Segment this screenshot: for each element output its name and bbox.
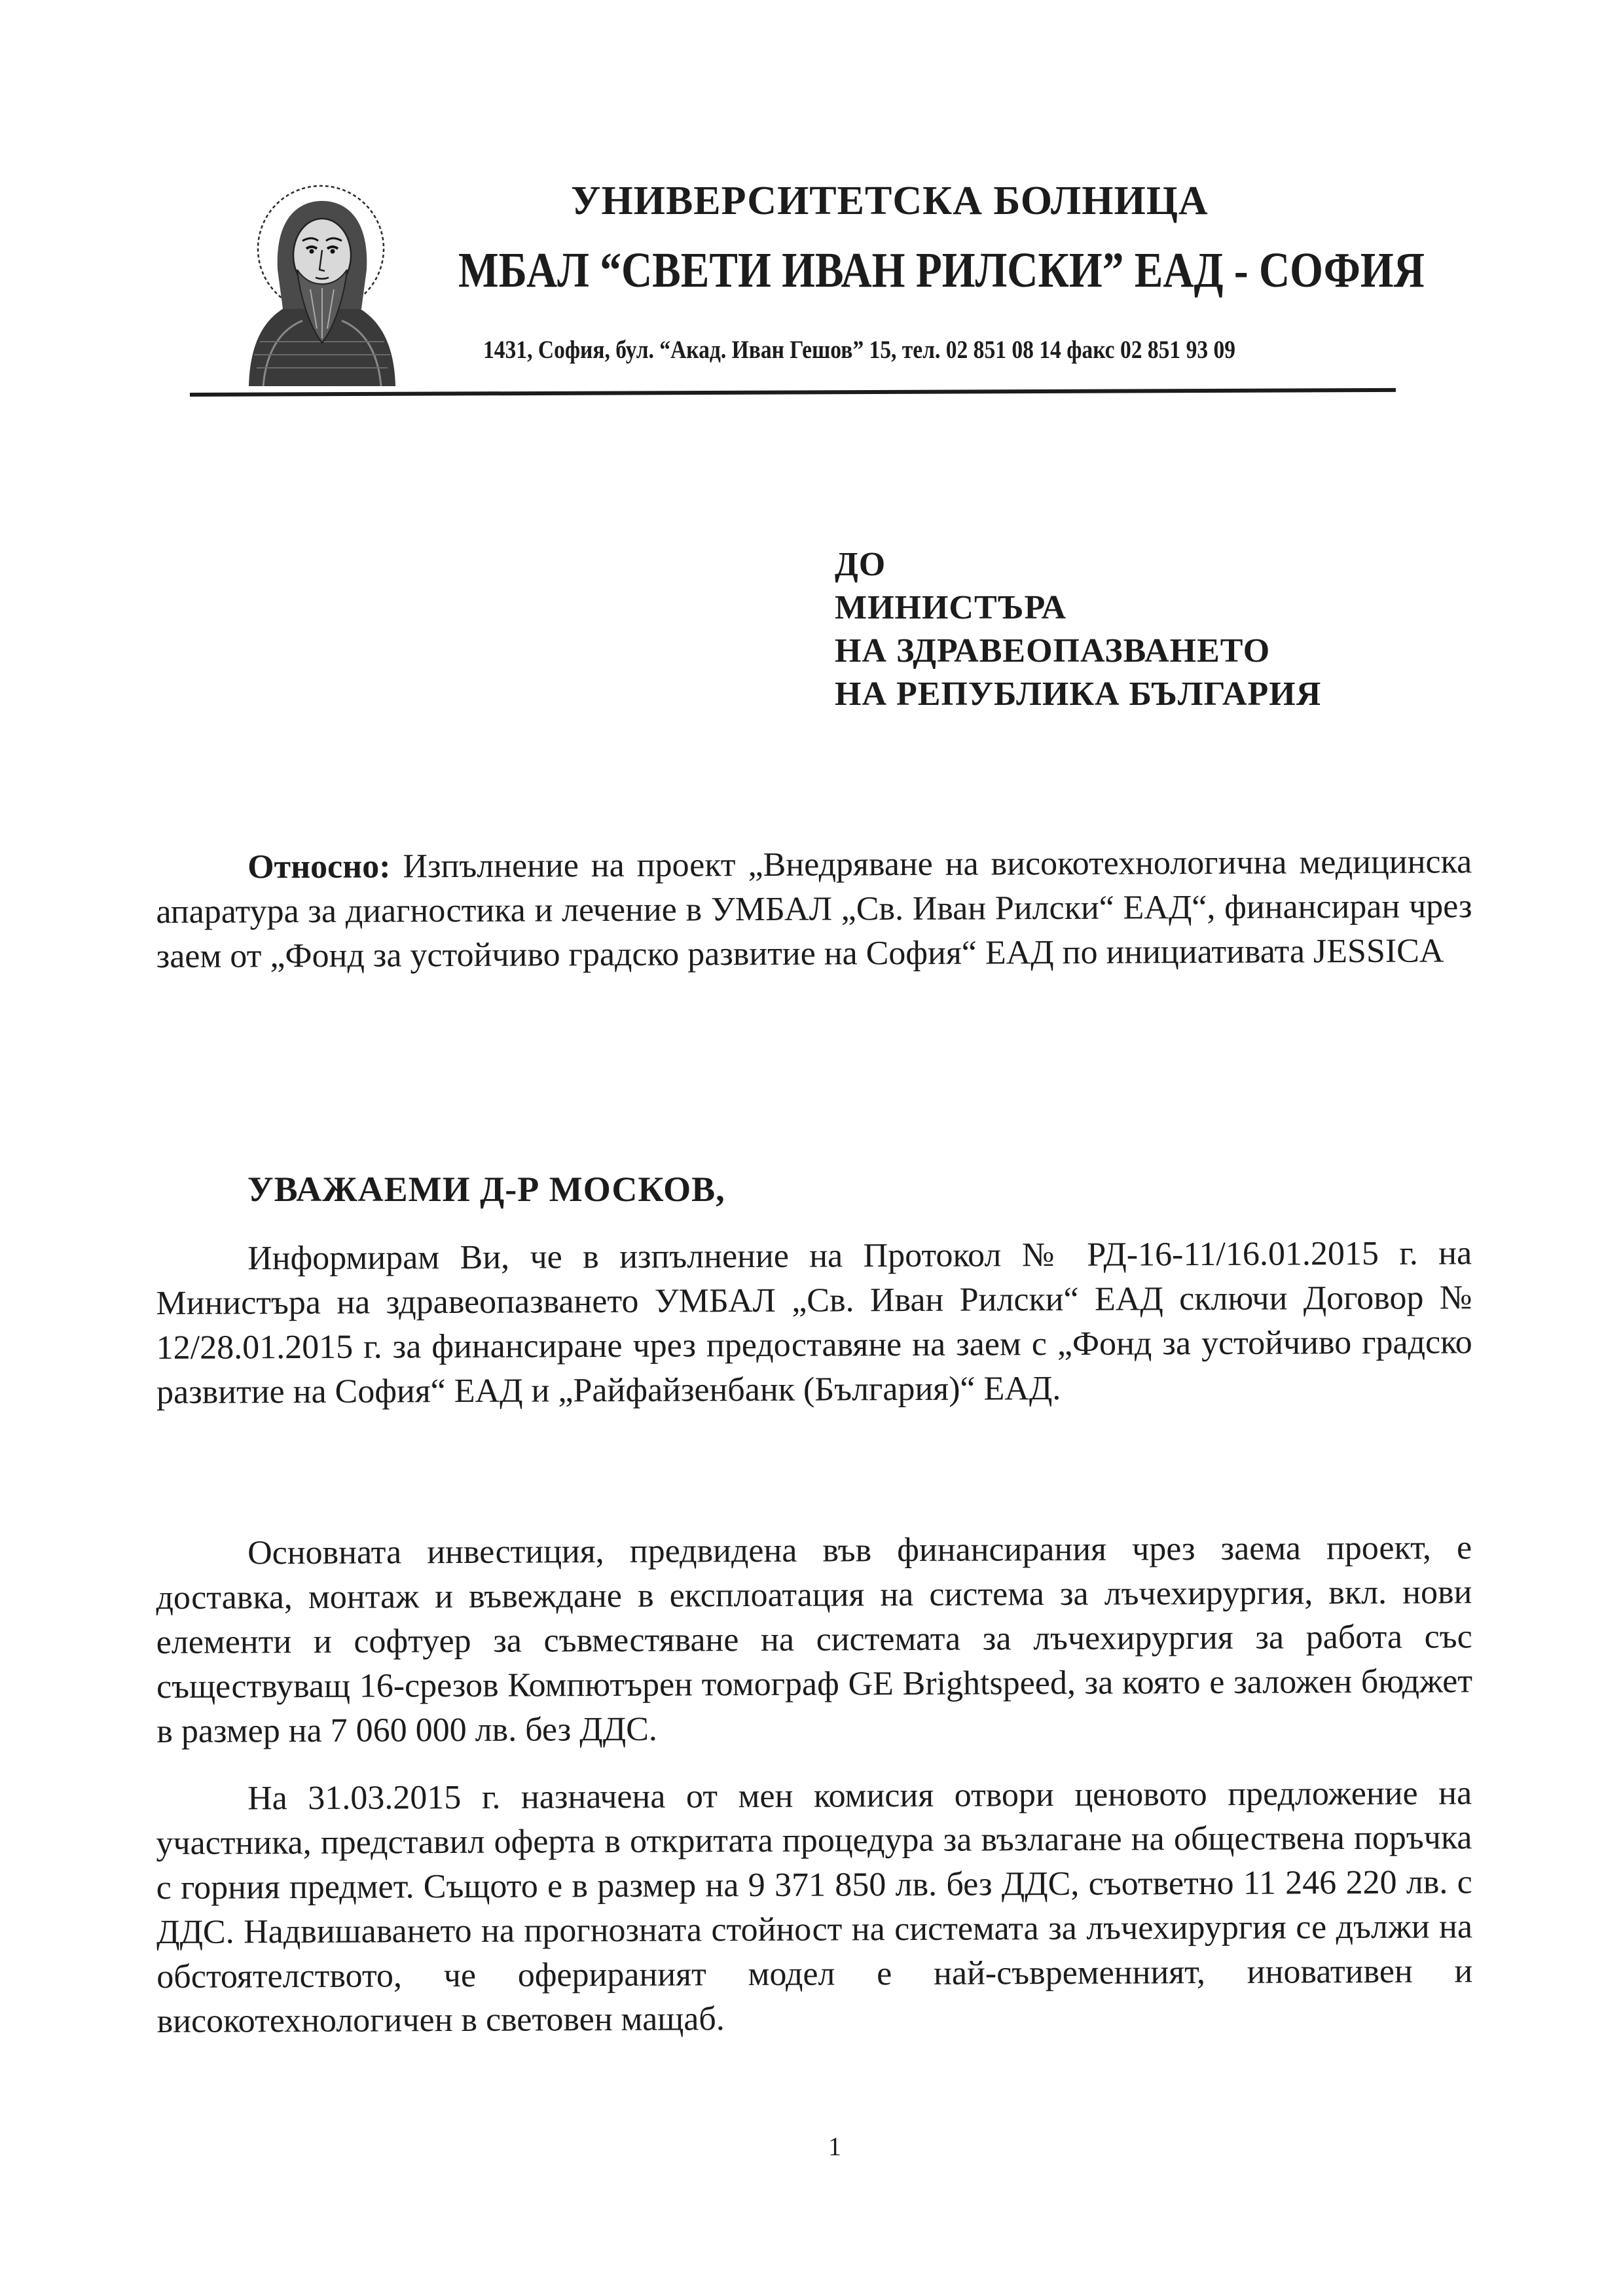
saint-icon-logo — [237, 171, 407, 387]
subject-text: Изпълнение на проект „Внедряване на високотехнологична медицинска апаратура за диагностика и лечение в УМБАЛ „Св. Иван Рилски“ ЕАД“, финансиран чрез заем от „Фонд за устойчиво градско развитие на София“ ЕАД по инициативата JESSICA — [156, 843, 1472, 975]
subject-block — [156, 840, 1472, 979]
body-paragraph: Информирам Ви, че в изпълнение на Протокол № РД-16-11/16.01.2015 г. на Министъра на здравеопазването УМБАЛ „Св. Иван Рилски“ ЕАД сключи Договор № 12/28.01.2015 г. за финансиране чрез предоставяне на заем с „Фонд за устойчиво градско развитие на София“ ЕАД и „Райфайзенбанк (България)“ ЕАД. — [156, 1234, 1472, 1411]
hospital-name: МБАЛ “СВЕТИ ИВАН РИЛСКИ” ЕАД - СОФИЯ — [458, 243, 1425, 298]
addressee-block — [835, 543, 1321, 716]
page-number: 1 — [828, 2132, 841, 2161]
salutation: УВАЖАЕМИ Д-Р МОСКОВ, — [247, 1170, 725, 1209]
hospital-title: УНИВЕРСИТЕТСКА БОЛНИЦА — [571, 179, 1209, 223]
body-paragraph: Основната инвестиция, предвидена във финансирания чрез заема проект, е доставка, монтаж и въвеждане в експлоатация на система за лъчехирургия, вкл. нови елементи и софтуер за съвместяване на системата за лъчехирургия за работа със съществуващ 16-срезов Компютърен томограф GE Brightspeed, за която е заложен бюджет в размер на 7 060 000 лв. без ДДС. — [156, 1529, 1473, 1750]
subject-label: Относно: — [247, 848, 391, 886]
hospital-address: 1431, София, бул. “Акад. Иван Гешов” 15, тел. 02 851 08 14 факс 02 851 93 09 — [483, 336, 1236, 364]
addressee-line: НА РЕПУБЛИКА БЪЛГАРИЯ — [835, 675, 1322, 713]
addressee-line: ДО — [835, 546, 886, 583]
addressee-line: НА ЗДРАВЕОПАЗВАНЕТО — [835, 632, 1271, 670]
body-paragraph: На 31.03.2015 г. назначена от мен комисия отвори ценовото предложение на участника, представил оферта в откритата процедура за възлагане на обществена поръчка с горния предмет. Същото е в размер на 9 371 850 лв. без ДДС, съответно 11 246 220 лв. с ДДС. Надвишаването на прогнозната стойност на системата за лъчехирургия се дължи на обстоятелството, че оферираният модел е най-съвременният, иновативен и високотехнологичен в световен мащаб. — [156, 1774, 1473, 2040]
addressee-line: МИНИСТЪРА — [835, 589, 1067, 626]
header-divider — [190, 388, 1396, 397]
